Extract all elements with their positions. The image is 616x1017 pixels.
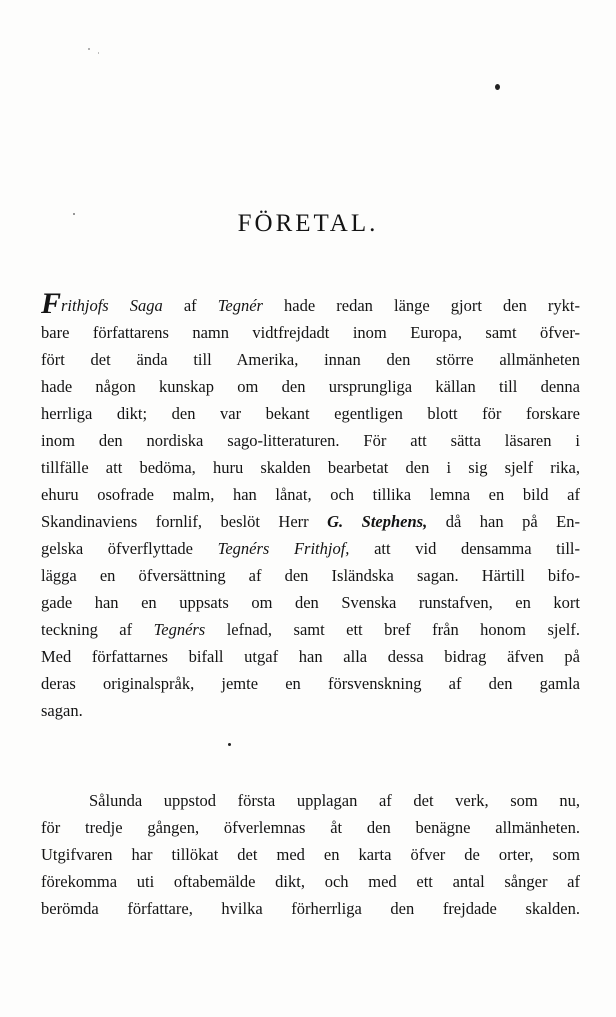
text-line: [41, 535, 580, 562]
text-line: förekomma uti oftabemälde dikt, och med ett antal sånger af: [41, 872, 580, 891]
text-line: [41, 508, 580, 535]
italic-name: Tegnérs: [153, 620, 206, 639]
text-line: berömda författare, hvilka förherrliga den frejdade skalden.: [41, 899, 580, 918]
text-line: herrliga dikt; den var bekant egentligen blott för forskare: [41, 404, 580, 423]
text-span: att vid densamma till-: [349, 539, 581, 558]
paragraph-2: [41, 787, 580, 922]
text-line: sagan.: [41, 701, 83, 720]
italic-title: Tegnérs Frithjof,: [217, 539, 350, 558]
ink-speck: [88, 48, 90, 50]
text-span: lefnad, samt ett bref från honom sjelf.: [205, 620, 581, 639]
text-line: [41, 287, 580, 320]
text-line: för tredje gången, öfverlemnas åt den benägne allmänheten.: [41, 818, 580, 837]
page-heading: FÖRETAL.: [237, 209, 379, 237]
text-span: teckning af: [41, 620, 154, 639]
text-line: Utgifvaren har tillökat det med en karta öfver de orter, som: [41, 845, 580, 864]
italic-title: rithjofs Saga: [61, 296, 163, 315]
text-span: af: [162, 296, 218, 315]
text-line: hade någon kunskap om den ursprungliga källan till denna: [41, 377, 580, 396]
ink-speck: [495, 84, 500, 90]
ink-speck: [228, 743, 231, 746]
text-span: Skandinaviens fornlif, beslöt Herr: [41, 512, 328, 531]
text-line: ehuru osofrade malm, han lånat, och tillika lemna en bild af: [41, 485, 580, 504]
text-line: lägga en öfversättning af den Isländska sagan. Härtill bifo-: [41, 566, 580, 585]
text-line: inom den nordiska sago-litteraturen. För att sätta läsaren i: [41, 431, 580, 450]
text-line: Sålunda uppstod första upplagan af det verk, som nu,: [89, 791, 580, 810]
text-line: fört det ända till Amerika, innan den större allmänheten: [41, 350, 580, 369]
text-line: Med författarnes bifall utgaf han alla dessa bidrag äfven på: [41, 647, 580, 666]
text-span: gelska öfverflyttade: [41, 539, 218, 558]
text-line: [41, 616, 580, 643]
paragraph-1: [41, 287, 581, 724]
text-line: bare författarens namn vidtfrejdadt inom Europa, samt öfver-: [41, 323, 580, 342]
drop-cap: F: [41, 287, 62, 320]
ink-speck: [98, 52, 99, 54]
italic-name: Tegnér: [217, 296, 263, 315]
text-span: då han på En-: [427, 512, 581, 531]
text-span: hade redan länge gjort den rykt-: [262, 296, 580, 315]
text-line: tillfälle att bedöma, huru skalden bearbetat den i sig sjelf rika,: [41, 458, 580, 477]
text-line: gade han en uppsats om den Svenska runstafven, en kort: [41, 593, 580, 612]
italic-name: G. Stephens,: [327, 512, 428, 531]
text-line: deras originalspråk, jemte en försvenskning af den gamla: [41, 674, 580, 693]
